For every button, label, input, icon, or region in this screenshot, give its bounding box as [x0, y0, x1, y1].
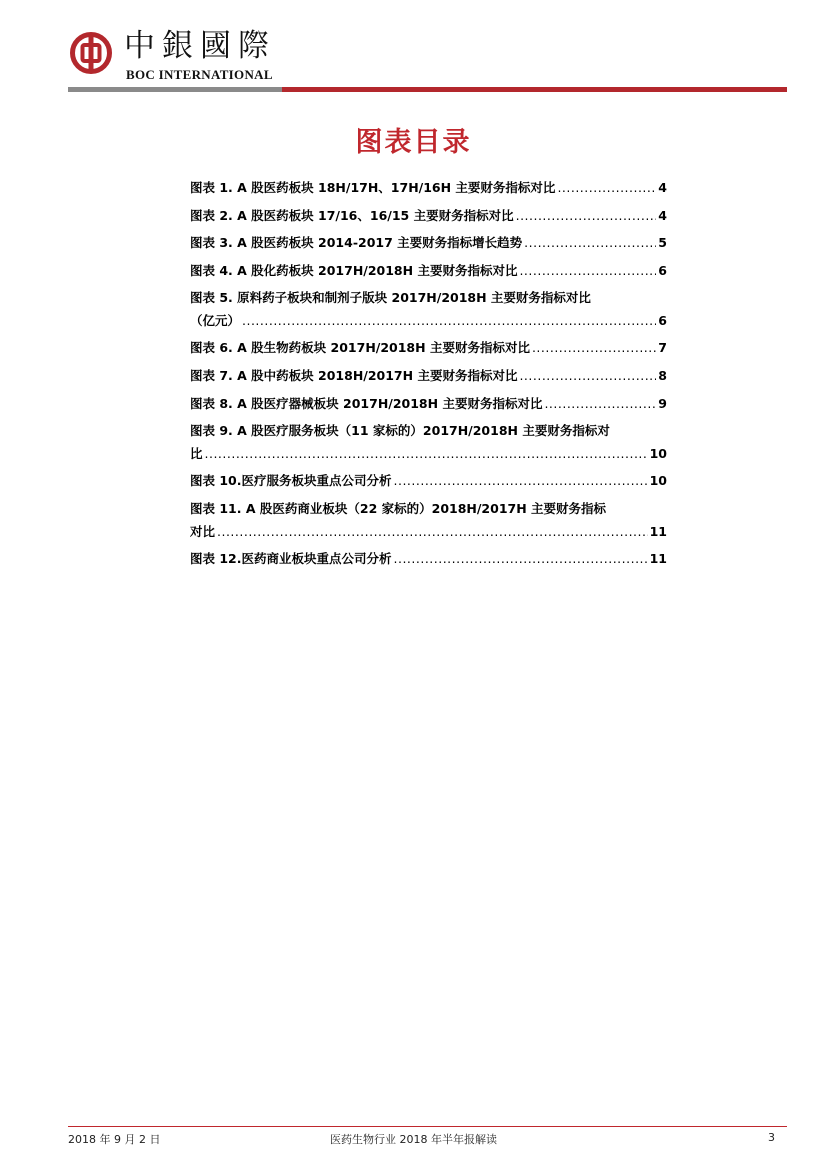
toc-page-number: 10 — [649, 473, 667, 489]
toc-page-number: 11 — [649, 523, 667, 539]
toc-entry[interactable] — [190, 258, 667, 284]
toc-entry-label: 图表 10.医疗服务板块重点公司分析 — [190, 473, 392, 489]
brand-name-english: BOC INTERNATIONAL — [126, 67, 273, 82]
header-divider-gray — [68, 87, 282, 92]
toc-entry[interactable] — [190, 468, 667, 494]
toc-page-number: 8 — [658, 367, 667, 383]
toc-entry-label: 图表 11. A 股医药商业板块（22 家标的）2018H/2017H 主要财务指标 — [190, 500, 607, 516]
toc-dot-leader — [516, 203, 657, 229]
toc-entry-label: 比 — [190, 446, 203, 462]
footer-date: 2018 年 9 月 2 日 — [68, 1133, 161, 1146]
page-number: 3 — [768, 1131, 775, 1144]
brand-name-chinese: 中銀國際 — [124, 28, 276, 64]
toc-entry[interactable] — [190, 335, 667, 361]
toc-entry[interactable] — [190, 363, 667, 389]
toc-page-number: 5 — [658, 235, 667, 251]
toc-entry[interactable] — [190, 230, 667, 256]
toc-entry[interactable] — [190, 391, 667, 417]
toc-dot-leader — [557, 175, 656, 201]
toc-entry-label: （亿元） — [190, 313, 241, 329]
toc-dot-leader — [394, 546, 648, 572]
toc-entry[interactable] — [190, 175, 667, 201]
toc-entry-label: 对比 — [190, 523, 216, 539]
toc-entry-label: 图表 5. 原料药子板块和制剂子版块 2017H/2018H 主要财务指标对比 — [190, 290, 591, 306]
toc-dot-leader — [394, 468, 648, 494]
toc-entry-label: 图表 6. A 股生物药板块 2017H/2018H 主要财务指标对比 — [190, 340, 530, 356]
toc-entry-label: 图表 3. A 股医药板块 2014-2017 主要财务指标增长趋势 — [190, 235, 523, 251]
toc-page-number: 4 — [658, 207, 667, 223]
toc-entry[interactable] — [190, 203, 667, 229]
toc-dot-leader — [217, 520, 648, 544]
toc-dot-leader — [524, 230, 656, 256]
toc-dot-leader — [519, 258, 656, 284]
toc-dot-leader — [205, 442, 648, 466]
toc-entry-label: 图表 7. A 股中药板块 2018H/2017H 主要财务指标对比 — [190, 367, 518, 383]
header-divider-red — [282, 87, 787, 92]
table-of-figures — [190, 175, 667, 573]
toc-page-number: 7 — [658, 340, 667, 356]
toc-dot-leader — [519, 363, 656, 389]
toc-dot-leader — [242, 309, 656, 333]
page-title: 图表目录 — [355, 127, 472, 158]
toc-entry-label: 图表 4. A 股化药板块 2017H/2018H 主要财务指标对比 — [190, 262, 518, 278]
toc-page-number: 4 — [658, 180, 667, 195]
toc-entry-label: 图表 12.医药商业板块重点公司分析 — [190, 550, 392, 566]
toc-entry[interactable] — [190, 546, 667, 572]
toc-page-number: 9 — [658, 395, 667, 411]
toc-entry-label: 图表 1. A 股医药板块 18H/17H、17H/16H 主要财务指标对比 — [190, 180, 556, 195]
toc-entry-label: 图表 2. A 股医药板块 17/16、16/15 主要财务指标对比 — [190, 207, 514, 223]
toc-page-number: 6 — [658, 262, 667, 278]
boc-logo-icon — [70, 32, 112, 74]
footer-report-title: 医药生物行业 2018 年半年报解读 — [330, 1133, 497, 1146]
toc-dot-leader — [532, 335, 656, 361]
toc-entry[interactable] — [190, 418, 667, 466]
toc-entry-label: 图表 9. A 股医疗服务板块（11 家标的）2017H/2018H 主要财务指标对 — [190, 423, 610, 439]
toc-entry[interactable] — [190, 285, 667, 333]
toc-entry-label: 图表 8. A 股医疗器械板块 2017H/2018H 主要财务指标对比 — [190, 395, 543, 411]
toc-dot-leader — [544, 391, 656, 417]
toc-page-number: 10 — [649, 446, 667, 462]
toc-page-number: 6 — [658, 313, 667, 329]
toc-entry[interactable] — [190, 496, 667, 544]
toc-page-number: 11 — [649, 550, 667, 566]
footer-divider — [68, 1126, 787, 1127]
